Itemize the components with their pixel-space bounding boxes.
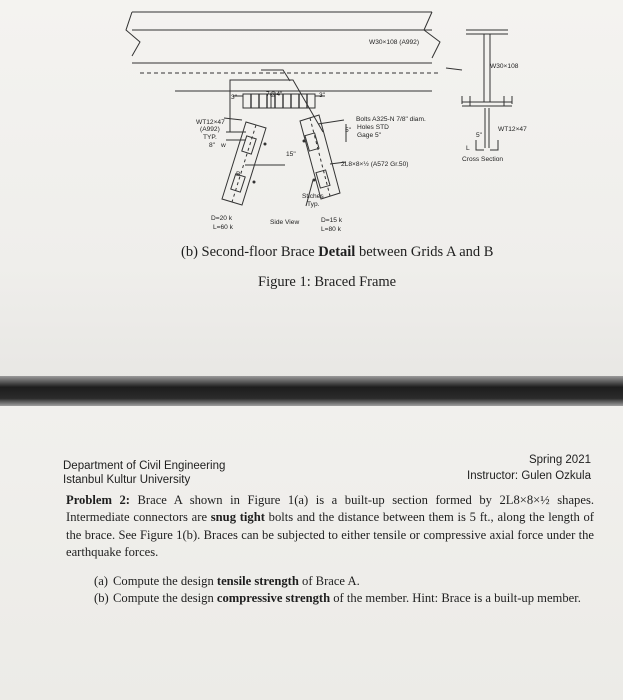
dim-5-cross-label: 5" bbox=[476, 132, 483, 139]
cross-column-label: WT12×47 bbox=[498, 126, 527, 133]
break-line-right bbox=[424, 12, 440, 58]
figure-subcaption: (b) Second-floor Brace Detail between Grids A and B bbox=[181, 244, 494, 260]
problem-label: Problem 2: bbox=[66, 493, 130, 507]
department-block bbox=[63, 459, 225, 487]
beam-label: W30×108 (A992) bbox=[369, 39, 420, 46]
semester: Spring 2021 bbox=[528, 454, 591, 466]
stitches-typ-label: Typ. bbox=[307, 201, 320, 208]
task-list bbox=[94, 573, 594, 607]
dim-b-label: B bbox=[236, 171, 241, 178]
column-label: WT12×47 bbox=[196, 119, 225, 126]
gusset-plate bbox=[230, 80, 323, 132]
bolts-label-2: Holes STD bbox=[357, 124, 389, 131]
dim-5-label: 5" bbox=[345, 127, 352, 134]
brace-label: 2L8×8×½ (A572 Gr.50) bbox=[341, 161, 409, 168]
column-grade-label: (A992) bbox=[200, 126, 220, 133]
instructor: Instructor: Gulen Ozkula bbox=[467, 470, 591, 482]
break-line-left bbox=[126, 12, 140, 56]
bolts-label-3: Gage 5" bbox=[357, 132, 381, 139]
brace-detail-drawing bbox=[0, 0, 623, 240]
department-name: Department of Civil Engineering bbox=[63, 460, 226, 472]
load-left-dead: D=20 k bbox=[211, 215, 233, 222]
semester-block bbox=[467, 452, 591, 484]
dim-3-left-label: 3" bbox=[231, 94, 238, 101]
gusset-top bbox=[261, 70, 290, 81]
connector-right-2 bbox=[316, 170, 330, 188]
typ-label: TYP. bbox=[203, 134, 217, 141]
stitches-label: Stiches bbox=[302, 193, 324, 200]
task-item: (b) Compute the design compressive strength of the member. Hint: Brace is a built-up member. bbox=[94, 591, 581, 605]
page-gap-shadow bbox=[0, 376, 623, 408]
dim-15-label: 15" bbox=[286, 151, 296, 158]
figure-caption: Figure 1: Braced Frame bbox=[258, 274, 397, 290]
side-view-label: Side View bbox=[270, 219, 300, 226]
dim-7-label: 7@4" bbox=[266, 91, 283, 98]
task-item: (a) Compute the design tensile strength of Brace A. bbox=[94, 574, 360, 588]
load-left-live: L=60 k bbox=[213, 224, 233, 231]
problem-statement: Problem 2: Brace A shown in Figure 1(a) is a built-up section formed by 2L8×8×½ shapes. Intermediate connectors are snug tight bolts and the distance between them is 5 ft., along the length of the brace. See Figure 1(b). Braces can be subjected to either tensile or compressive axial force under the earthquake forces. bbox=[66, 493, 594, 560]
dim-w-label: w bbox=[221, 142, 226, 149]
university-name: Istanbul Kultur University bbox=[63, 474, 191, 486]
dim-l-label: L bbox=[466, 145, 470, 152]
cross-section-label: Cross Section bbox=[462, 156, 504, 163]
connector-left-1 bbox=[242, 136, 256, 154]
dim-8-label: 8" bbox=[209, 142, 216, 149]
load-right-live: L=80 k bbox=[321, 226, 341, 233]
snug-tight-term: snug tight bbox=[210, 510, 265, 525]
dim-3-right-label: 3" bbox=[319, 92, 326, 99]
cross-beam-label: W30×108 bbox=[490, 63, 519, 70]
brace-left bbox=[222, 122, 266, 205]
load-right-dead: D=15 k bbox=[321, 217, 343, 224]
bolts-label-1: Bolts A325-N 7/8" diam. bbox=[356, 116, 426, 123]
